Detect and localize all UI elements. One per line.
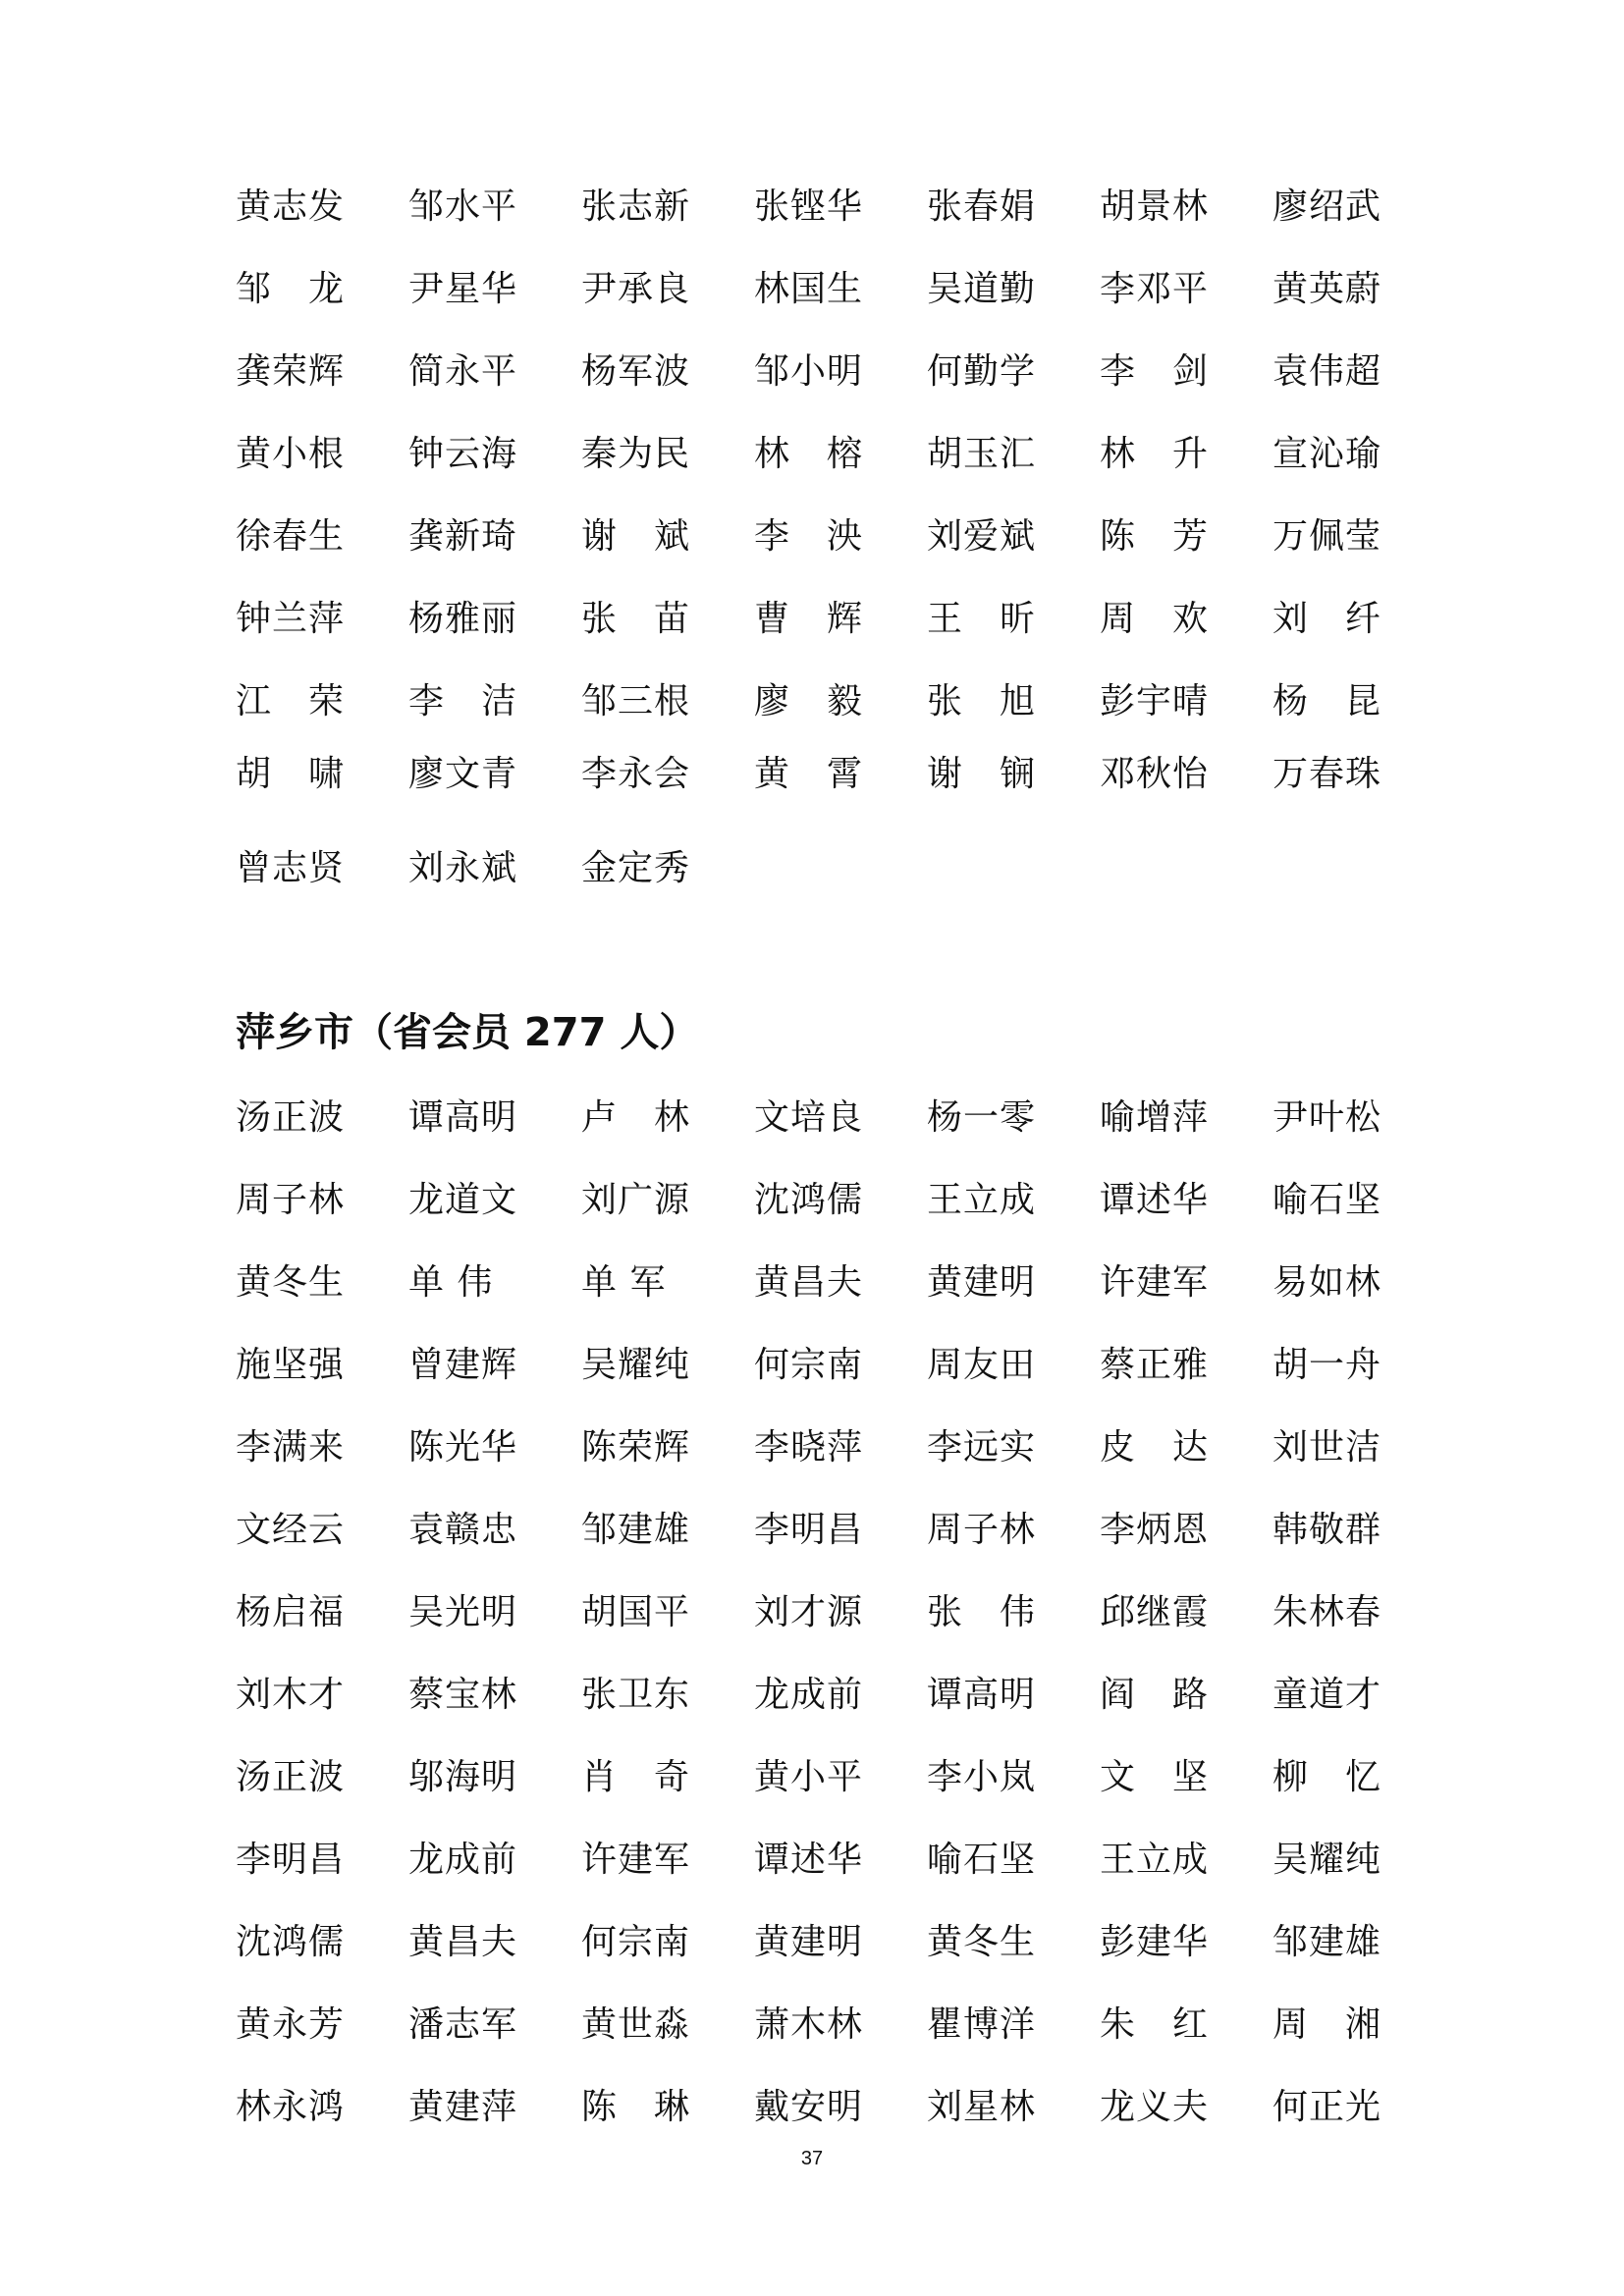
name-cell: 秦为民: [581, 434, 691, 474]
name-row: [236, 677, 1445, 726]
name-cell: 李 洁: [408, 681, 518, 721]
name-cell: 邬海明: [408, 1757, 518, 1797]
name-row: [236, 265, 1445, 314]
name-cell: 龙义夫: [1100, 2087, 1210, 2127]
name-cell: 文经云: [236, 1510, 346, 1550]
name-cell: 林永鸿: [236, 2087, 346, 2127]
name-cell: 王 昕: [927, 599, 1037, 639]
name-cell: 杨启福: [236, 1592, 346, 1632]
name-cell: 刘广源: [581, 1180, 691, 1220]
name-row: [236, 347, 1445, 397]
name-cell: 吴光明: [408, 1592, 518, 1632]
name-cell: 李炳恩: [1100, 1510, 1210, 1550]
name-cell: 汤正波: [236, 1757, 346, 1797]
name-cell: 胡玉汇: [927, 434, 1037, 474]
name-cell: 沈鸿儒: [754, 1180, 864, 1220]
name-cell: 喻增萍: [1100, 1097, 1210, 1138]
name-row: [236, 844, 754, 893]
name-cell: 卢 林: [581, 1097, 691, 1138]
name-cell: 朱林春: [1272, 1592, 1382, 1632]
name-cell: 周子林: [927, 1510, 1037, 1550]
name-cell: 瞿博洋: [927, 2004, 1037, 2045]
name-cell: 何正光: [1272, 2087, 1382, 2127]
name-cell: 吴耀纯: [581, 1345, 691, 1385]
name-cell: 喻石坚: [1272, 1180, 1382, 1220]
name-cell: 张 旭: [927, 681, 1037, 721]
name-cell: 刘爱斌: [927, 516, 1037, 557]
name-cell: 周子林: [236, 1180, 346, 1220]
name-cell: 黄 霄: [754, 754, 864, 794]
name-cell: 何宗南: [754, 1345, 864, 1385]
name-cell: 林国生: [754, 269, 864, 309]
name-cell: 简永平: [408, 351, 518, 392]
name-cell: 李永会: [581, 754, 691, 794]
name-cell: 黄志发: [236, 187, 346, 227]
name-cell: 周友田: [927, 1345, 1037, 1385]
name-row: [236, 2083, 1445, 2132]
name-cell: 邹建雄: [1272, 1922, 1382, 1962]
name-cell: 曾志贤: [236, 848, 346, 888]
name-cell: 谢 锎: [927, 754, 1037, 794]
name-cell: 汤正波: [236, 1097, 346, 1138]
name-row: [236, 1753, 1445, 1802]
name-row: [236, 1836, 1445, 1885]
name-row: [236, 512, 1445, 561]
name-cell: 万佩莹: [1272, 516, 1382, 557]
name-cell: 何勤学: [927, 351, 1037, 392]
name-cell: 杨 昆: [1272, 681, 1382, 721]
name-cell: 阎 路: [1100, 1675, 1210, 1715]
name-cell: 刘才源: [754, 1592, 864, 1632]
name-cell: 朱 红: [1100, 2004, 1210, 2045]
name-cell: 许建军: [581, 1840, 691, 1880]
name-cell: 邱继霞: [1100, 1592, 1210, 1632]
name-cell: 何宗南: [581, 1922, 691, 1962]
name-cell: 张铿华: [754, 187, 864, 227]
name-cell: 李 泱: [754, 516, 864, 557]
name-cell: 袁赣忠: [408, 1510, 518, 1550]
name-cell: 金定秀: [581, 848, 691, 888]
name-cell: 彭建华: [1100, 1922, 1210, 1962]
name-cell: 文培良: [754, 1097, 864, 1138]
name-cell: 施坚强: [236, 1345, 346, 1385]
name-cell: 许建军: [1100, 1262, 1210, 1303]
name-cell: 单 军: [581, 1262, 667, 1303]
name-row: [236, 1094, 1445, 1143]
name-row: [236, 1176, 1445, 1225]
name-cell: 邓秋怡: [1100, 754, 1210, 794]
name-cell: 李邓平: [1100, 269, 1210, 309]
name-cell: 李小岚: [927, 1757, 1037, 1797]
name-row: [236, 1258, 1445, 1308]
name-cell: 肖 奇: [581, 1757, 691, 1797]
name-cell: 刘永斌: [408, 848, 518, 888]
name-cell: 黄昌夫: [754, 1262, 864, 1303]
name-cell: 胡景林: [1100, 187, 1210, 227]
name-row: [236, 1506, 1445, 1555]
name-cell: 钟云海: [408, 434, 518, 474]
name-cell: 龙成前: [408, 1840, 518, 1880]
name-cell: 胡 啸: [236, 754, 346, 794]
name-cell: 刘世洁: [1272, 1427, 1382, 1468]
name-cell: 李 剑: [1100, 351, 1210, 392]
page-number: 37: [800, 2148, 824, 2169]
name-cell: 张 苗: [581, 599, 691, 639]
name-row: [236, 430, 1445, 479]
name-cell: 蔡正雅: [1100, 1345, 1210, 1385]
section-heading: 萍乡市（省会员 277 人）: [236, 1010, 699, 1055]
name-cell: 邹三根: [581, 681, 691, 721]
name-cell: 张 伟: [927, 1592, 1037, 1632]
name-cell: 萧木林: [754, 2004, 864, 2045]
name-cell: 陈荣辉: [581, 1427, 691, 1468]
name-cell: 黄建明: [754, 1922, 864, 1962]
name-cell: 喻石坚: [927, 1840, 1037, 1880]
name-cell: 徐春生: [236, 516, 346, 557]
name-cell: 黄世淼: [581, 2004, 691, 2045]
name-row: [236, 1588, 1445, 1637]
name-cell: 柳 忆: [1272, 1757, 1382, 1797]
name-cell: 黄小根: [236, 434, 346, 474]
name-cell: 杨军波: [581, 351, 691, 392]
name-cell: 王立成: [927, 1180, 1037, 1220]
name-cell: 童道才: [1272, 1675, 1382, 1715]
name-cell: 单 伟: [408, 1262, 494, 1303]
name-cell: 刘星林: [927, 2087, 1037, 2127]
name-cell: 刘 纤: [1272, 599, 1382, 639]
name-cell: 李远实: [927, 1427, 1037, 1468]
name-cell: 黄小平: [754, 1757, 864, 1797]
name-cell: 谭高明: [408, 1097, 518, 1138]
name-row: [236, 1918, 1445, 1967]
name-cell: 黄建萍: [408, 2087, 518, 2127]
name-row: [236, 750, 1445, 799]
name-cell: 廖文青: [408, 754, 518, 794]
name-cell: 周 欢: [1100, 599, 1210, 639]
name-cell: 黄冬生: [927, 1922, 1037, 1962]
name-cell: 谭高明: [927, 1675, 1037, 1715]
name-cell: 蔡宝林: [408, 1675, 518, 1715]
name-cell: 陈 琳: [581, 2087, 691, 2127]
name-cell: 李明昌: [754, 1510, 864, 1550]
name-cell: 邹小明: [754, 351, 864, 392]
name-cell: 杨一零: [927, 1097, 1037, 1138]
name-cell: 龙道文: [408, 1180, 518, 1220]
name-row: [236, 2001, 1445, 2050]
name-cell: 龙成前: [754, 1675, 864, 1715]
name-cell: 李明昌: [236, 1840, 346, 1880]
name-cell: 周 湘: [1272, 2004, 1382, 2045]
name-cell: 杨雅丽: [408, 599, 518, 639]
name-cell: 李满来: [236, 1427, 346, 1468]
name-cell: 谭述华: [754, 1840, 864, 1880]
name-cell: 胡国平: [581, 1592, 691, 1632]
name-cell: 龚荣辉: [236, 351, 346, 392]
name-cell: 廖 毅: [754, 681, 864, 721]
name-cell: 吴耀纯: [1272, 1840, 1382, 1880]
name-cell: 胡一舟: [1272, 1345, 1382, 1385]
name-cell: 黄建明: [927, 1262, 1037, 1303]
name-cell: 戴安明: [754, 2087, 864, 2127]
name-cell: 陈光华: [408, 1427, 518, 1468]
name-cell: 江 荣: [236, 681, 346, 721]
name-cell: 吴道勤: [927, 269, 1037, 309]
name-cell: 陈 芳: [1100, 516, 1210, 557]
name-row: [236, 1423, 1445, 1472]
name-cell: 文 坚: [1100, 1757, 1210, 1797]
name-cell: 谭述华: [1100, 1180, 1210, 1220]
name-cell: 龚新琦: [408, 516, 518, 557]
name-cell: 潘志军: [408, 2004, 518, 2045]
name-cell: 钟兰萍: [236, 599, 346, 639]
name-cell: 林 升: [1100, 434, 1210, 474]
name-cell: 邹建雄: [581, 1510, 691, 1550]
name-cell: 皮 达: [1100, 1427, 1210, 1468]
name-cell: 张志新: [581, 187, 691, 227]
name-cell: 尹星华: [408, 269, 518, 309]
name-cell: 袁伟超: [1272, 351, 1382, 392]
name-cell: 谢 斌: [581, 516, 691, 557]
name-cell: 张春娟: [927, 187, 1037, 227]
name-cell: 王立成: [1100, 1840, 1210, 1880]
name-cell: 邹水平: [408, 187, 518, 227]
name-cell: 李晓萍: [754, 1427, 864, 1468]
name-cell: 韩敬群: [1272, 1510, 1382, 1550]
name-cell: 易如林: [1272, 1262, 1382, 1303]
name-cell: 林 榕: [754, 434, 864, 474]
name-cell: 沈鸿儒: [236, 1922, 346, 1962]
name-cell: 张卫东: [581, 1675, 691, 1715]
name-row: [236, 183, 1445, 232]
name-cell: 曾建辉: [408, 1345, 518, 1385]
name-cell: 刘木才: [236, 1675, 346, 1715]
name-row: [236, 1671, 1445, 1720]
name-cell: 宣沁瑜: [1272, 434, 1382, 474]
name-cell: 廖绍武: [1272, 187, 1382, 227]
name-cell: 黄永芳: [236, 2004, 346, 2045]
name-cell: 黄昌夫: [408, 1922, 518, 1962]
name-cell: 尹承良: [581, 269, 691, 309]
name-cell: 彭宇晴: [1100, 681, 1210, 721]
name-cell: 黄英蔚: [1272, 269, 1382, 309]
name-cell: 曹 辉: [754, 599, 864, 639]
name-cell: 尹叶松: [1272, 1097, 1382, 1138]
name-cell: 黄冬生: [236, 1262, 346, 1303]
name-row: [236, 1341, 1445, 1390]
name-cell: 万春珠: [1272, 754, 1382, 794]
name-row: [236, 595, 1445, 644]
name-cell: 邹 龙: [236, 269, 346, 309]
